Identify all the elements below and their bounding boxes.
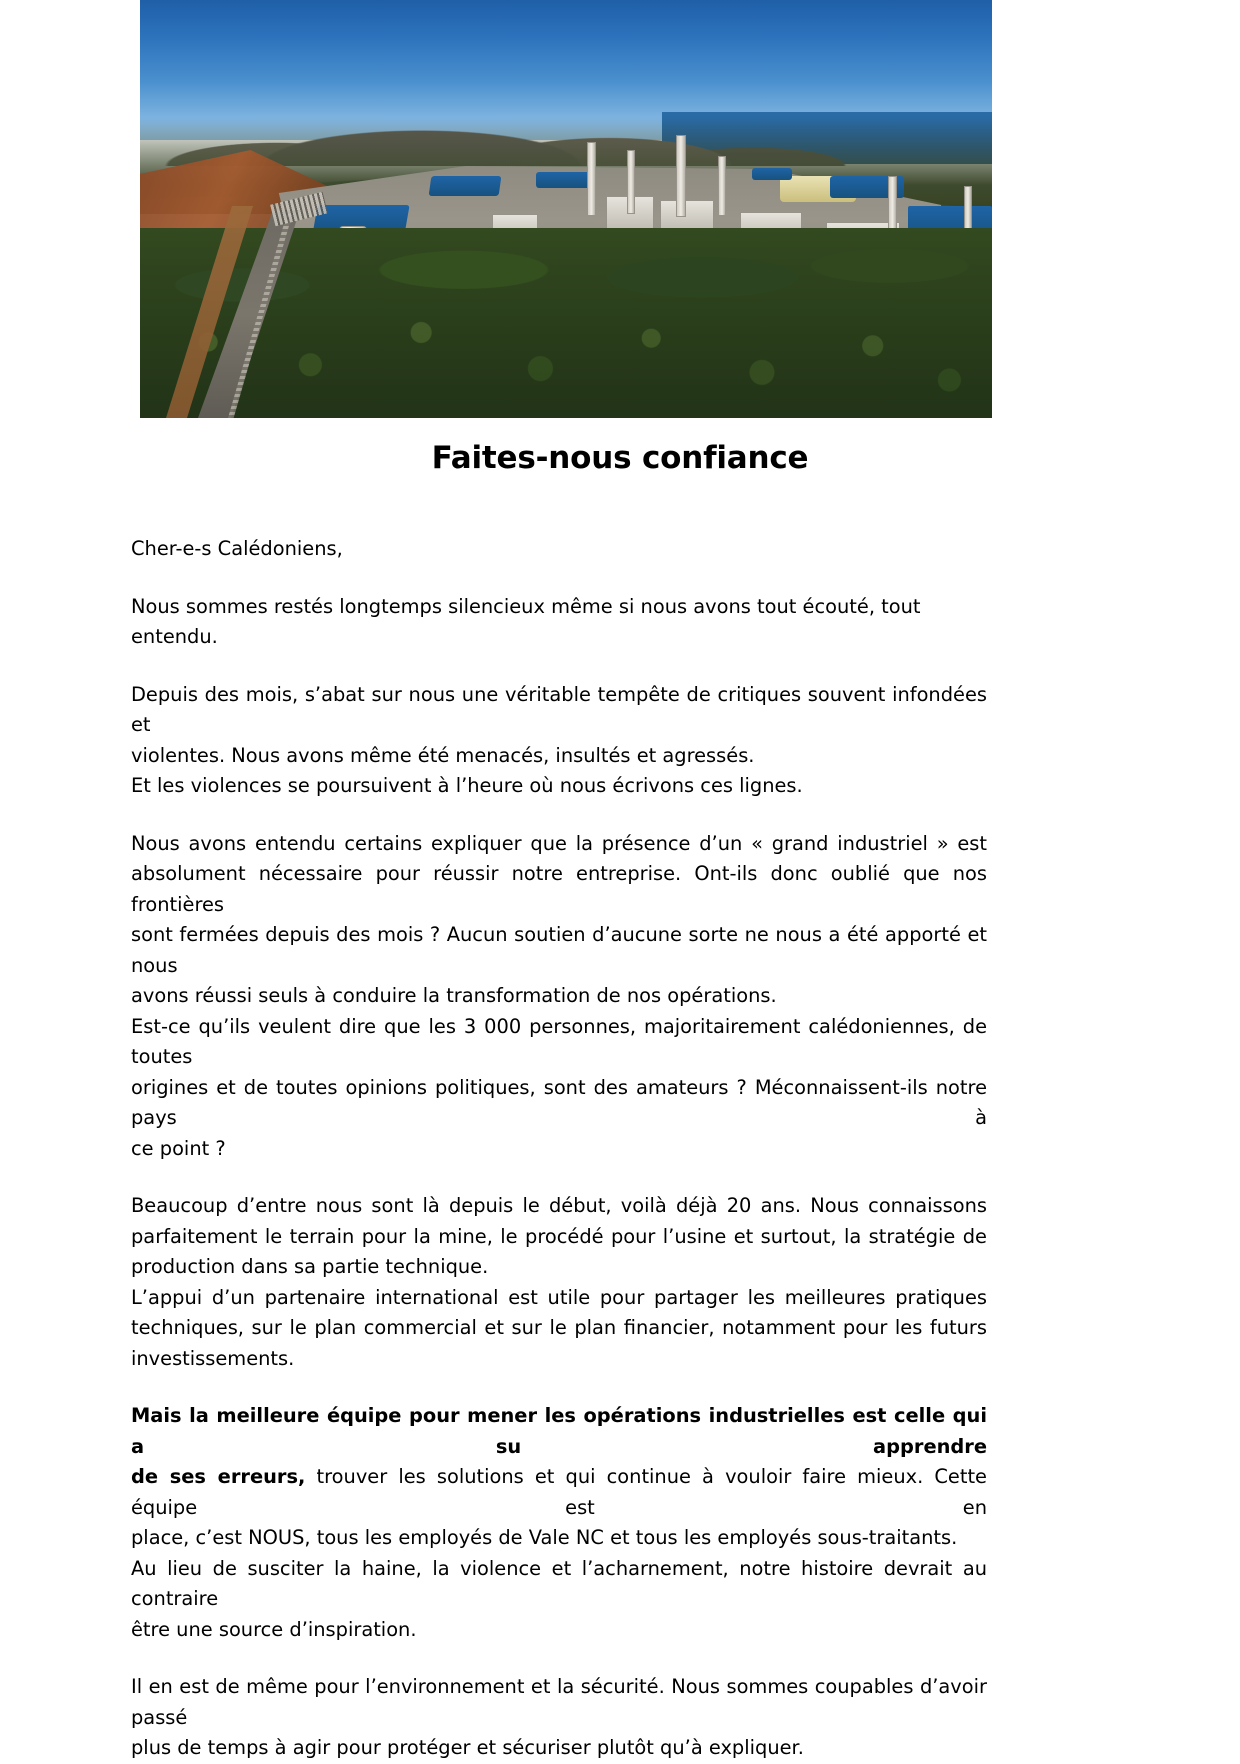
- text-line: production dans sa partie technique.: [131, 1255, 489, 1278]
- aerial-plant-image: [140, 0, 992, 418]
- text-line: [131, 1462, 987, 1523]
- text-line: investissements.: [131, 1346, 295, 1370]
- text-line: Nous avons entendu certains expliquer que la présence d’un « grand industriel » est: [131, 831, 987, 855]
- text-line: Au lieu de susciter la haine, la violence et l’acharnement, notre histoire devrait au contraire: [131, 1556, 987, 1610]
- smokestack: [676, 135, 686, 217]
- smokestack: [627, 150, 635, 214]
- text-line: Beaucoup d’entre nous sont là depuis le début, voilà déjà 20 ans. Nous connaissons: [131, 1194, 987, 1217]
- text-run: trouver les solutions et qui continue à vouloir faire mieux. Cette équipe est en: [131, 1465, 987, 1519]
- text-line: sont fermées depuis des mois ? Aucun soutien d’aucune sorte ne nous a été apporté et nous: [131, 923, 987, 977]
- emphasis-text: de ses erreurs,: [131, 1465, 306, 1488]
- smokestack: [587, 142, 596, 216]
- text-line: Nous sommes restés longtemps silencieux même si nous avons tout écouté, tout entendu.: [131, 594, 921, 648]
- text-line: Et les violences se poursuivent à l’heure où nous écrivons ces lignes.: [131, 774, 803, 797]
- letter-body: [131, 534, 987, 1764]
- text-line: ce point ?: [131, 1136, 226, 1160]
- paragraph-salutation: [131, 534, 987, 565]
- text-line: plus de temps à agir pour protéger et sécuriser plutôt qu’à expliquer.: [131, 1736, 804, 1759]
- text-line: techniques, sur le plan commercial et sur le plan financier, notamment pour les futurs: [131, 1316, 987, 1339]
- text-line: Est-ce qu’ils veulent dire que les 3 000 personnes, majoritairement calédoniennes, de toutes: [131, 1014, 987, 1068]
- smokestack: [718, 156, 726, 216]
- page-title: Faites-nous confiance: [431, 440, 809, 476]
- paragraph-environnement: [131, 1672, 987, 1764]
- text-line: L’appui d’un partenaire international est utile pour partager les meilleures pratiques: [131, 1285, 987, 1309]
- paragraph-intro: [131, 592, 987, 653]
- text-line: origines et de toutes opinions politiques, sont des amateurs ? Méconnaissent-ils notre pays à: [131, 1075, 987, 1129]
- paragraph-experience: [131, 1191, 987, 1374]
- header-photo: [140, 0, 992, 418]
- process-pond: [752, 168, 792, 180]
- text-line: Cher-e-s Calédoniens,: [131, 537, 343, 560]
- text-line: Depuis des mois, s’abat sur nous une véritable tempête de critiques souvent infondées et: [131, 682, 987, 736]
- text-line: absolument nécessaire pour réussir notre entreprise. Ont-ils donc oublié que nos frontières: [131, 862, 987, 916]
- process-pond: [429, 176, 502, 196]
- paragraph-meilleure-equipe: [131, 1401, 987, 1645]
- text-line: place, c’est NOUS, tous les employés de Vale NC et tous les employés sous-traitants.: [131, 1526, 958, 1549]
- text-line: être une source d’inspiration.: [131, 1617, 417, 1641]
- paragraph-critiques: [131, 680, 987, 802]
- paragraph-grand-industriel: [131, 829, 987, 1165]
- text-line: Il en est de même pour l’environnement et la sécurité. Nous sommes coupables d’avoir passé: [131, 1675, 987, 1729]
- process-pond: [536, 172, 592, 188]
- emphasis-text: Mais la meilleure équipe pour mener les opérations industrielles est celle qui a su apprendre: [131, 1404, 987, 1458]
- text-line: violentes. Nous avons même été menacés, insultés et agressés.: [131, 743, 755, 767]
- smokestack: [888, 176, 897, 234]
- text-line: [131, 1401, 987, 1462]
- text-line: avons réussi seuls à conduire la transformation de nos opérations.: [131, 984, 777, 1007]
- text-line: parfaitement le terrain pour la mine, le procédé pour l’usine et surtout, la stratégie de: [131, 1224, 987, 1248]
